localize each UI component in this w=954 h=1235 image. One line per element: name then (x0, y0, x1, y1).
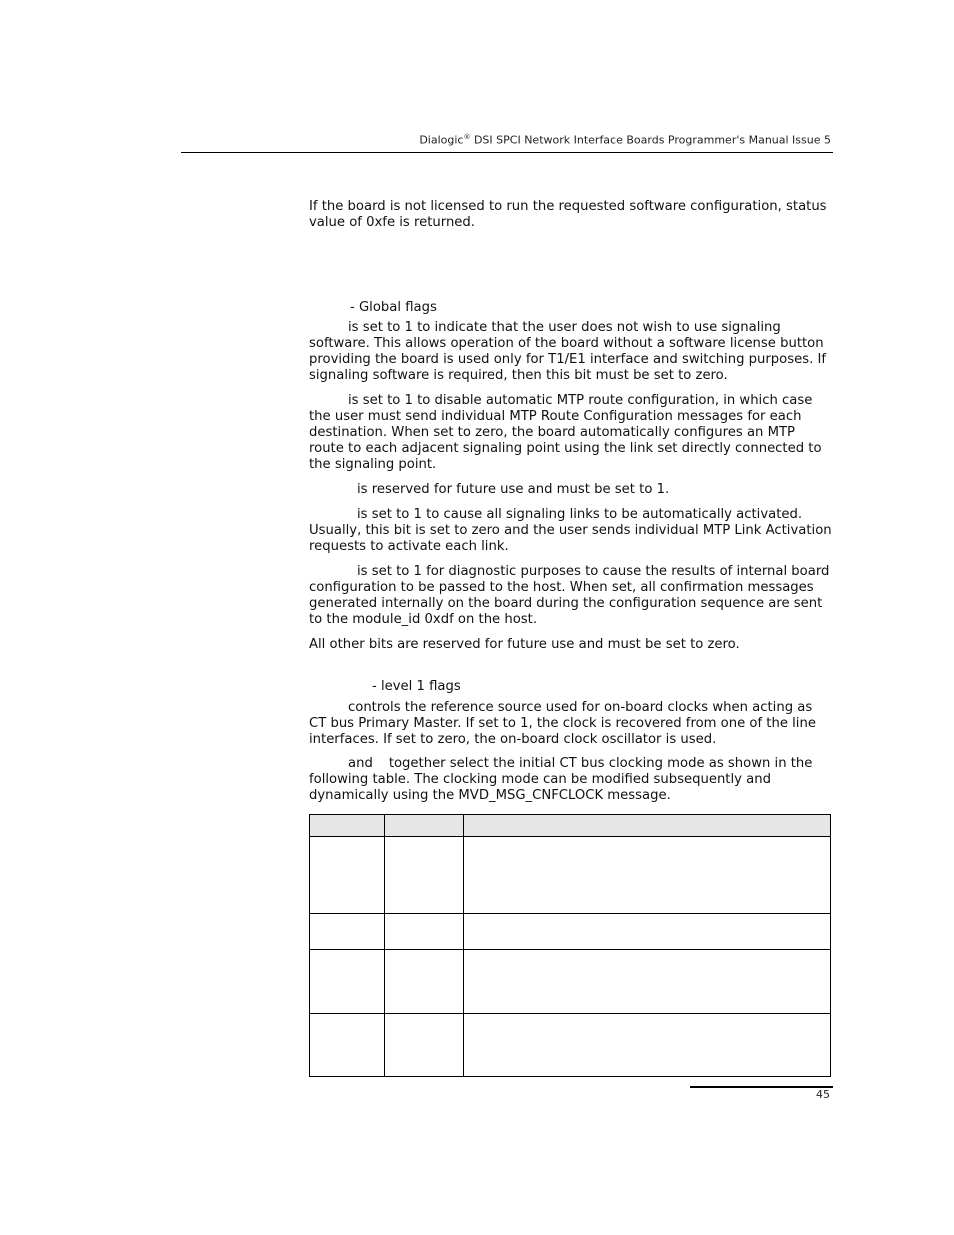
level1-flags-heading (309, 679, 833, 695)
page-number: 45 (816, 1088, 830, 1101)
global-flags-heading-text: - Global flags (350, 300, 437, 315)
other-bits-paragraph: All other bits are reserved for future use and must be set to zero. (309, 637, 740, 652)
no-signaling-text: is set to 1 to indicate that the user does not wish to use signaling software. This allows operation of the board without a software license button providing the board is used only for T1/E1 interface and switching purposes. If signaling software is required, then this bit must be set to zero. (309, 320, 827, 383)
clock-mode-paragraph (309, 756, 833, 804)
level1-flags-heading-text: - level 1 flags (372, 679, 461, 694)
clock-source-paragraph (309, 700, 833, 748)
table-row (310, 914, 831, 950)
header-rule (181, 152, 833, 153)
header-brand: Dialogic (419, 133, 464, 147)
auto-activate-text: is set to 1 to cause all signaling links to be automatically activated. Usually, this bit is set to zero and the user sends individual MTP Link Activation requests to activate each link. (309, 507, 832, 554)
table-cell (310, 837, 385, 914)
table-cell (385, 837, 464, 914)
mtp-route-text: is set to 1 to disable automatic MTP route configuration, in which case the user must send individual MTP Route Configuration messages for each destination. When set to zero, the board automatically configures an MTP route to each adjacent signaling point using the link set directly connected to the signaling point. (309, 393, 822, 472)
clock-source-text: controls the reference source used for on-board clocks when acting as CT bus Primary Master. If set to 1, the clock is recovered from one of the line interfaces. If set to zero, the on-board clock oscillator is used. (309, 700, 816, 747)
license-paragraph: If the board is not licensed to run the requested software configuration, status value of 0xfe is returned. (309, 199, 827, 230)
table-cell (385, 914, 464, 950)
table-cell (464, 837, 831, 914)
clock-mode-text: together select the initial CT bus clocking mode as shown in the following table. The clocking mode can be modified subsequently and dynamically using the MVD_MSG_CNFCLOCK message. (309, 756, 813, 803)
table-row (310, 1014, 831, 1077)
reserved-one-text: is reserved for future use and must be set to 1. (357, 482, 670, 497)
table-row (310, 950, 831, 1014)
clock-mode-and: and (348, 756, 373, 771)
registered-mark: ® (463, 133, 471, 141)
table-cell (464, 1014, 831, 1077)
table-cell (310, 914, 385, 950)
no-signaling-paragraph (309, 320, 833, 384)
global-flags-heading (309, 300, 833, 316)
table-row (310, 837, 831, 914)
running-header (181, 133, 831, 147)
table-cell (464, 950, 831, 1014)
auto-activate-paragraph (309, 507, 833, 555)
diagnostic-paragraph (309, 564, 833, 628)
reserved-one-paragraph (309, 482, 833, 498)
mtp-route-paragraph (309, 393, 833, 473)
table-header-row (310, 815, 831, 837)
table-header-cell (310, 815, 385, 837)
table-cell (464, 914, 831, 950)
table-header-cell (385, 815, 464, 837)
table-cell (310, 1014, 385, 1077)
table-header-cell (464, 815, 831, 837)
clock-mode-table (309, 814, 831, 1077)
diagnostic-text: is set to 1 for diagnostic purposes to cause the results of internal board configuration to be passed to the host. When set, all confirmation messages generated internally on the board during the configuration sequence are sent to the module_id 0xdf on the host. (309, 564, 830, 627)
header-title: DSI SPCI Network Interface Boards Programmer's Manual Issue 5 (470, 133, 831, 147)
table-cell (385, 950, 464, 1014)
table-cell (385, 1014, 464, 1077)
table-cell (310, 950, 385, 1014)
